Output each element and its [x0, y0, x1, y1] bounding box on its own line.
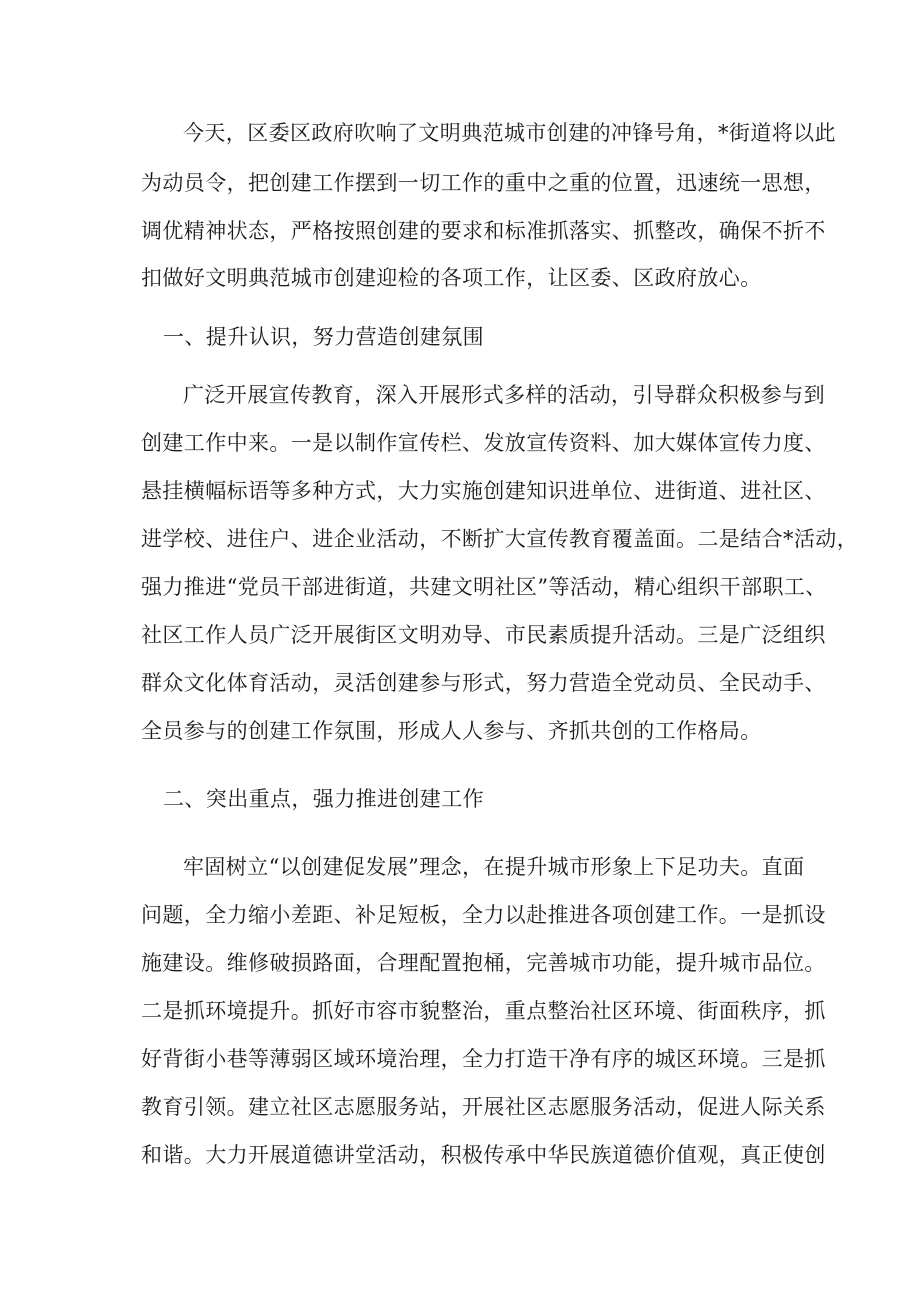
paragraph-2-line-2: 创建工作中来。一是以制作宣传栏、发放宣传资料、加大媒体宣传力度、 — [141, 431, 826, 455]
paragraph-2-line-8: 全员参与的创建工作氛围，形成人人参与、齐抓共创的工作格局。 — [141, 719, 762, 743]
paragraph-3-line-5: 好背街小巷等薄弱区域环境治理，全力打造干净有序的城区环境。三是抓 — [141, 1047, 826, 1071]
paragraph-1-line-4: 扣做好文明典范城市创建迎检的各项工作，让区委、区政府放心。 — [141, 266, 762, 290]
paragraph-3-line-6: 教育引领。建立社区志愿服务站，开展社区志愿服务活动，促进人际关系 — [141, 1095, 826, 1119]
paragraph-1-line-3: 调优精神状态，严格按照创建的要求和标准抓落实、抓整改，确保不折不 — [141, 219, 826, 243]
paragraph-2-line-6: 社区工作人员广泛开展街区文明劝导、市民素质提升活动。三是广泛组织 — [141, 623, 826, 647]
paragraph-2-line-4: 进学校、进住户、进企业活动，不断扩大宣传教育覆盖面。二是结合*活动， — [141, 527, 859, 551]
paragraph-1-line-2: 为动员令，把创建工作摆到一切工作的重中之重的位置，迅速统一思想， — [141, 171, 826, 195]
paragraph-3-line-2: 问题，全力缩小差距、补足短板，全力以赴推进各项创建工作。一是抓设 — [141, 903, 826, 927]
paragraph-2-line-1: 广泛开展宣传教育，深入开展形式多样的活动，引导群众积极参与到 — [183, 383, 825, 407]
paragraph-1-line-1: 今天，区委区政府吹响了文明典范城市创建的冲锋号角，*街道将以此 — [183, 121, 836, 145]
paragraph-3-line-4: 二是抓环境提升。抓好市容市貌整治，重点整治社区环境、街面秩序，抓 — [141, 999, 826, 1023]
paragraph-2-line-3: 悬挂横幅标语等多种方式，大力实施创建知识进单位、进街道、进社区、 — [141, 479, 826, 503]
paragraph-2-line-7: 群众文化体育活动，灵活创建参与形式，努力营造全党动员、全民动手、 — [141, 671, 826, 695]
paragraph-3-line-1: 牢固树立“以创建促发展”理念，在提升城市形象上下足功夫。直面 — [183, 855, 805, 879]
section-heading-2: 二、突出重点，强力推进创建工作 — [163, 787, 484, 811]
paragraph-2-line-5: 强力推进“党员干部进街道，共建文明社区”等活动，精心组织干部职工、 — [141, 575, 827, 599]
paragraph-3-line-3: 施建设。维修破损路面，合理配置抱桶，完善城市功能，提升城市品位。 — [141, 951, 826, 975]
section-heading-1: 一、提升认识，努力营造创建氛围 — [163, 325, 484, 349]
paragraph-3-line-7: 和谐。大力开展道德讲堂活动，积极传承中华民族道德价值观，真正使创 — [141, 1143, 826, 1167]
